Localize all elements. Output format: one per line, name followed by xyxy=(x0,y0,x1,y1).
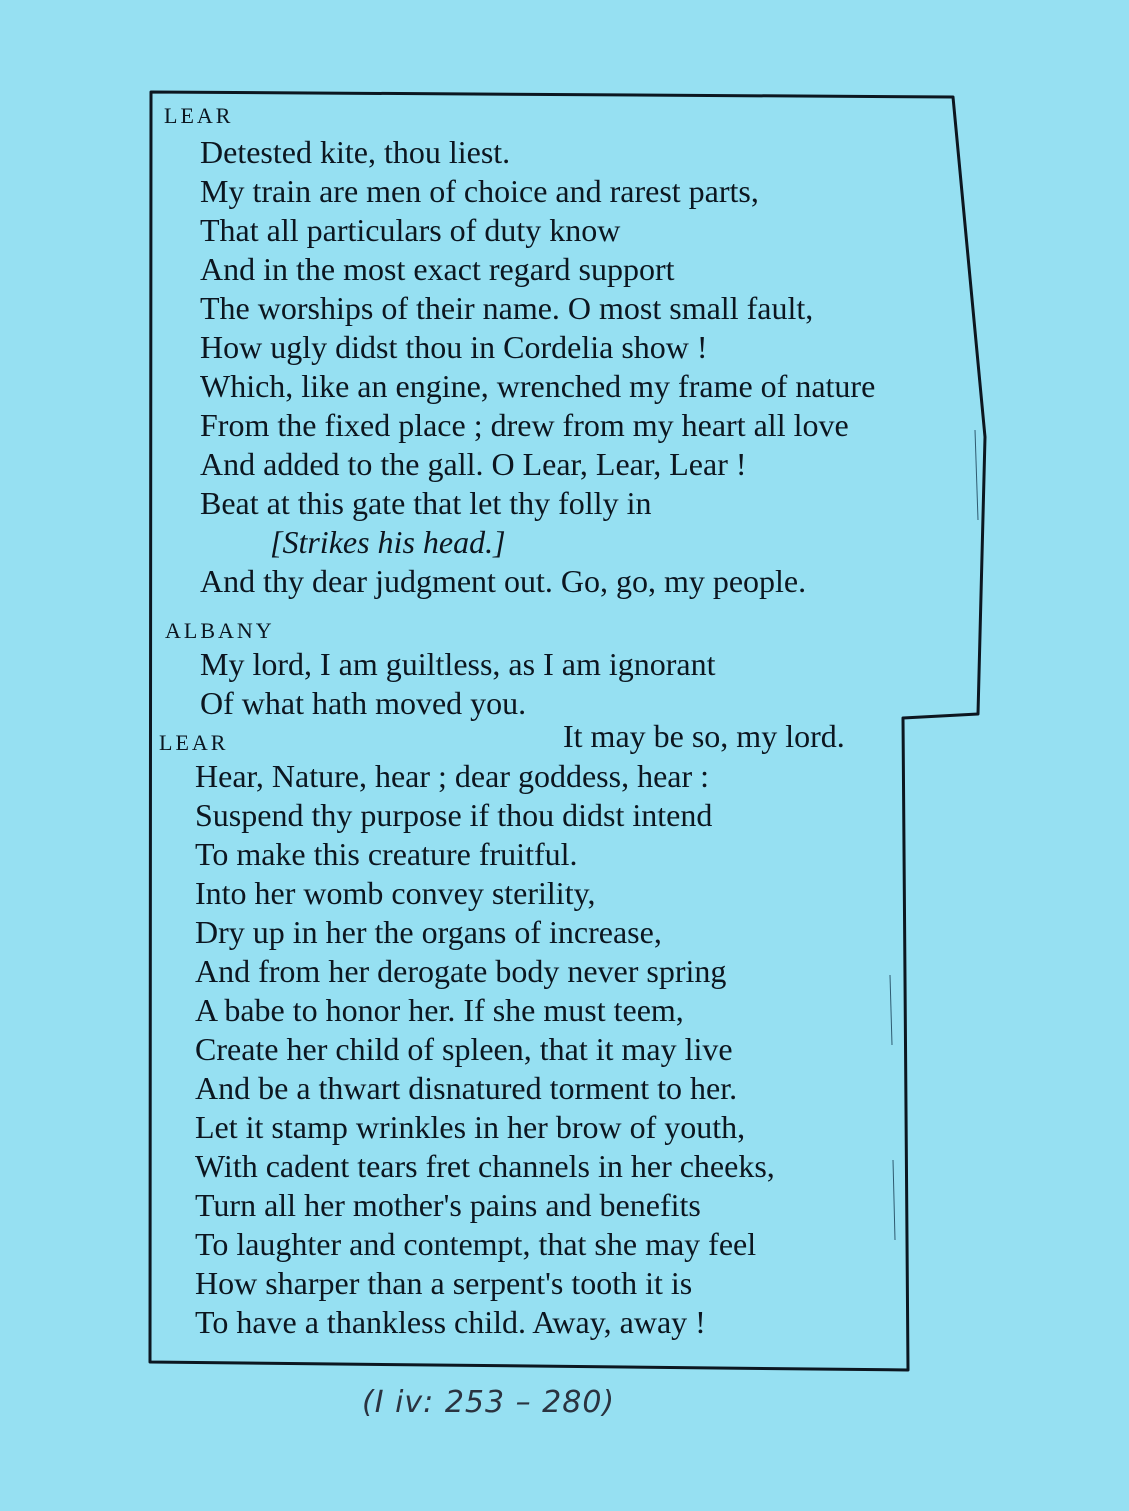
speaker-lear-2: LEAR xyxy=(159,730,229,755)
verse-line: That all particulars of duty know xyxy=(200,212,621,248)
verse-line: The worships of their name. O most small fault, xyxy=(200,290,814,326)
verse-line: My lord, I am guiltless, as I am ignorant xyxy=(200,646,716,682)
act-scene-citation: (I iv: 253 – 280) xyxy=(362,1385,616,1420)
verse-line: From the fixed place ; drew from my heart all love xyxy=(200,407,849,443)
speech2-verse xyxy=(200,645,715,723)
verse-line: To laughter and contempt, that she may feel xyxy=(195,1226,757,1262)
verse-line: Which, like an engine, wrenched my frame of nature xyxy=(200,368,876,404)
verse-line: To have a thankless child. Away, away ! xyxy=(195,1304,706,1340)
verse-line: Suspend thy purpose if thou didst intend xyxy=(195,797,713,833)
verse-line: And added to the gall. O Lear, Lear, Lear ! xyxy=(200,446,747,482)
verse-line: A babe to honor her. If she must teem, xyxy=(195,992,684,1028)
verse-line: With cadent tears fret channels in her cheeks, xyxy=(195,1148,775,1184)
verse-line: My train are men of choice and rarest parts, xyxy=(200,173,759,209)
speaker-lear-1: LEAR xyxy=(164,103,234,128)
verse-line: Of what hath moved you. xyxy=(200,685,527,721)
stage-direction: [Strikes his head.] xyxy=(270,524,506,560)
speaker-albany: ALBANY xyxy=(165,618,275,643)
verse-line: And from her derogate body never spring xyxy=(195,953,727,989)
verse-line: Turn all her mother's pains and benefits xyxy=(195,1187,701,1223)
verse-line: How ugly didst thou in Cordelia show ! xyxy=(200,329,708,365)
verse-line: Hear, Nature, hear ; dear goddess, hear : xyxy=(195,758,710,794)
verse-line: And in the most exact regard support xyxy=(200,251,675,287)
verse-line: And be a thwart disnatured torment to her. xyxy=(195,1070,738,1106)
verse-line: Dry up in her the organs of increase, xyxy=(195,914,662,950)
speech1-verse xyxy=(200,133,875,601)
verse-line: Beat at this gate that let thy folly in xyxy=(200,485,652,521)
verse-line: Into her womb convey sterility, xyxy=(195,875,596,911)
verse-line: Detested kite, thou liest. xyxy=(200,134,511,170)
speech3-verse xyxy=(195,757,775,1342)
verse-line: Create her child of spleen, that it may live xyxy=(195,1031,733,1067)
verse-line: Let it stamp wrinkles in her brow of youth, xyxy=(195,1109,746,1145)
verse-line: How sharper than a serpent's tooth it is xyxy=(195,1265,693,1301)
verse-line: And thy dear judgment out. Go, go, my people. xyxy=(200,563,807,599)
verse-line: To make this creature fruitful. xyxy=(195,836,578,872)
albany-half-line: It may be so, my lord. xyxy=(563,718,845,754)
